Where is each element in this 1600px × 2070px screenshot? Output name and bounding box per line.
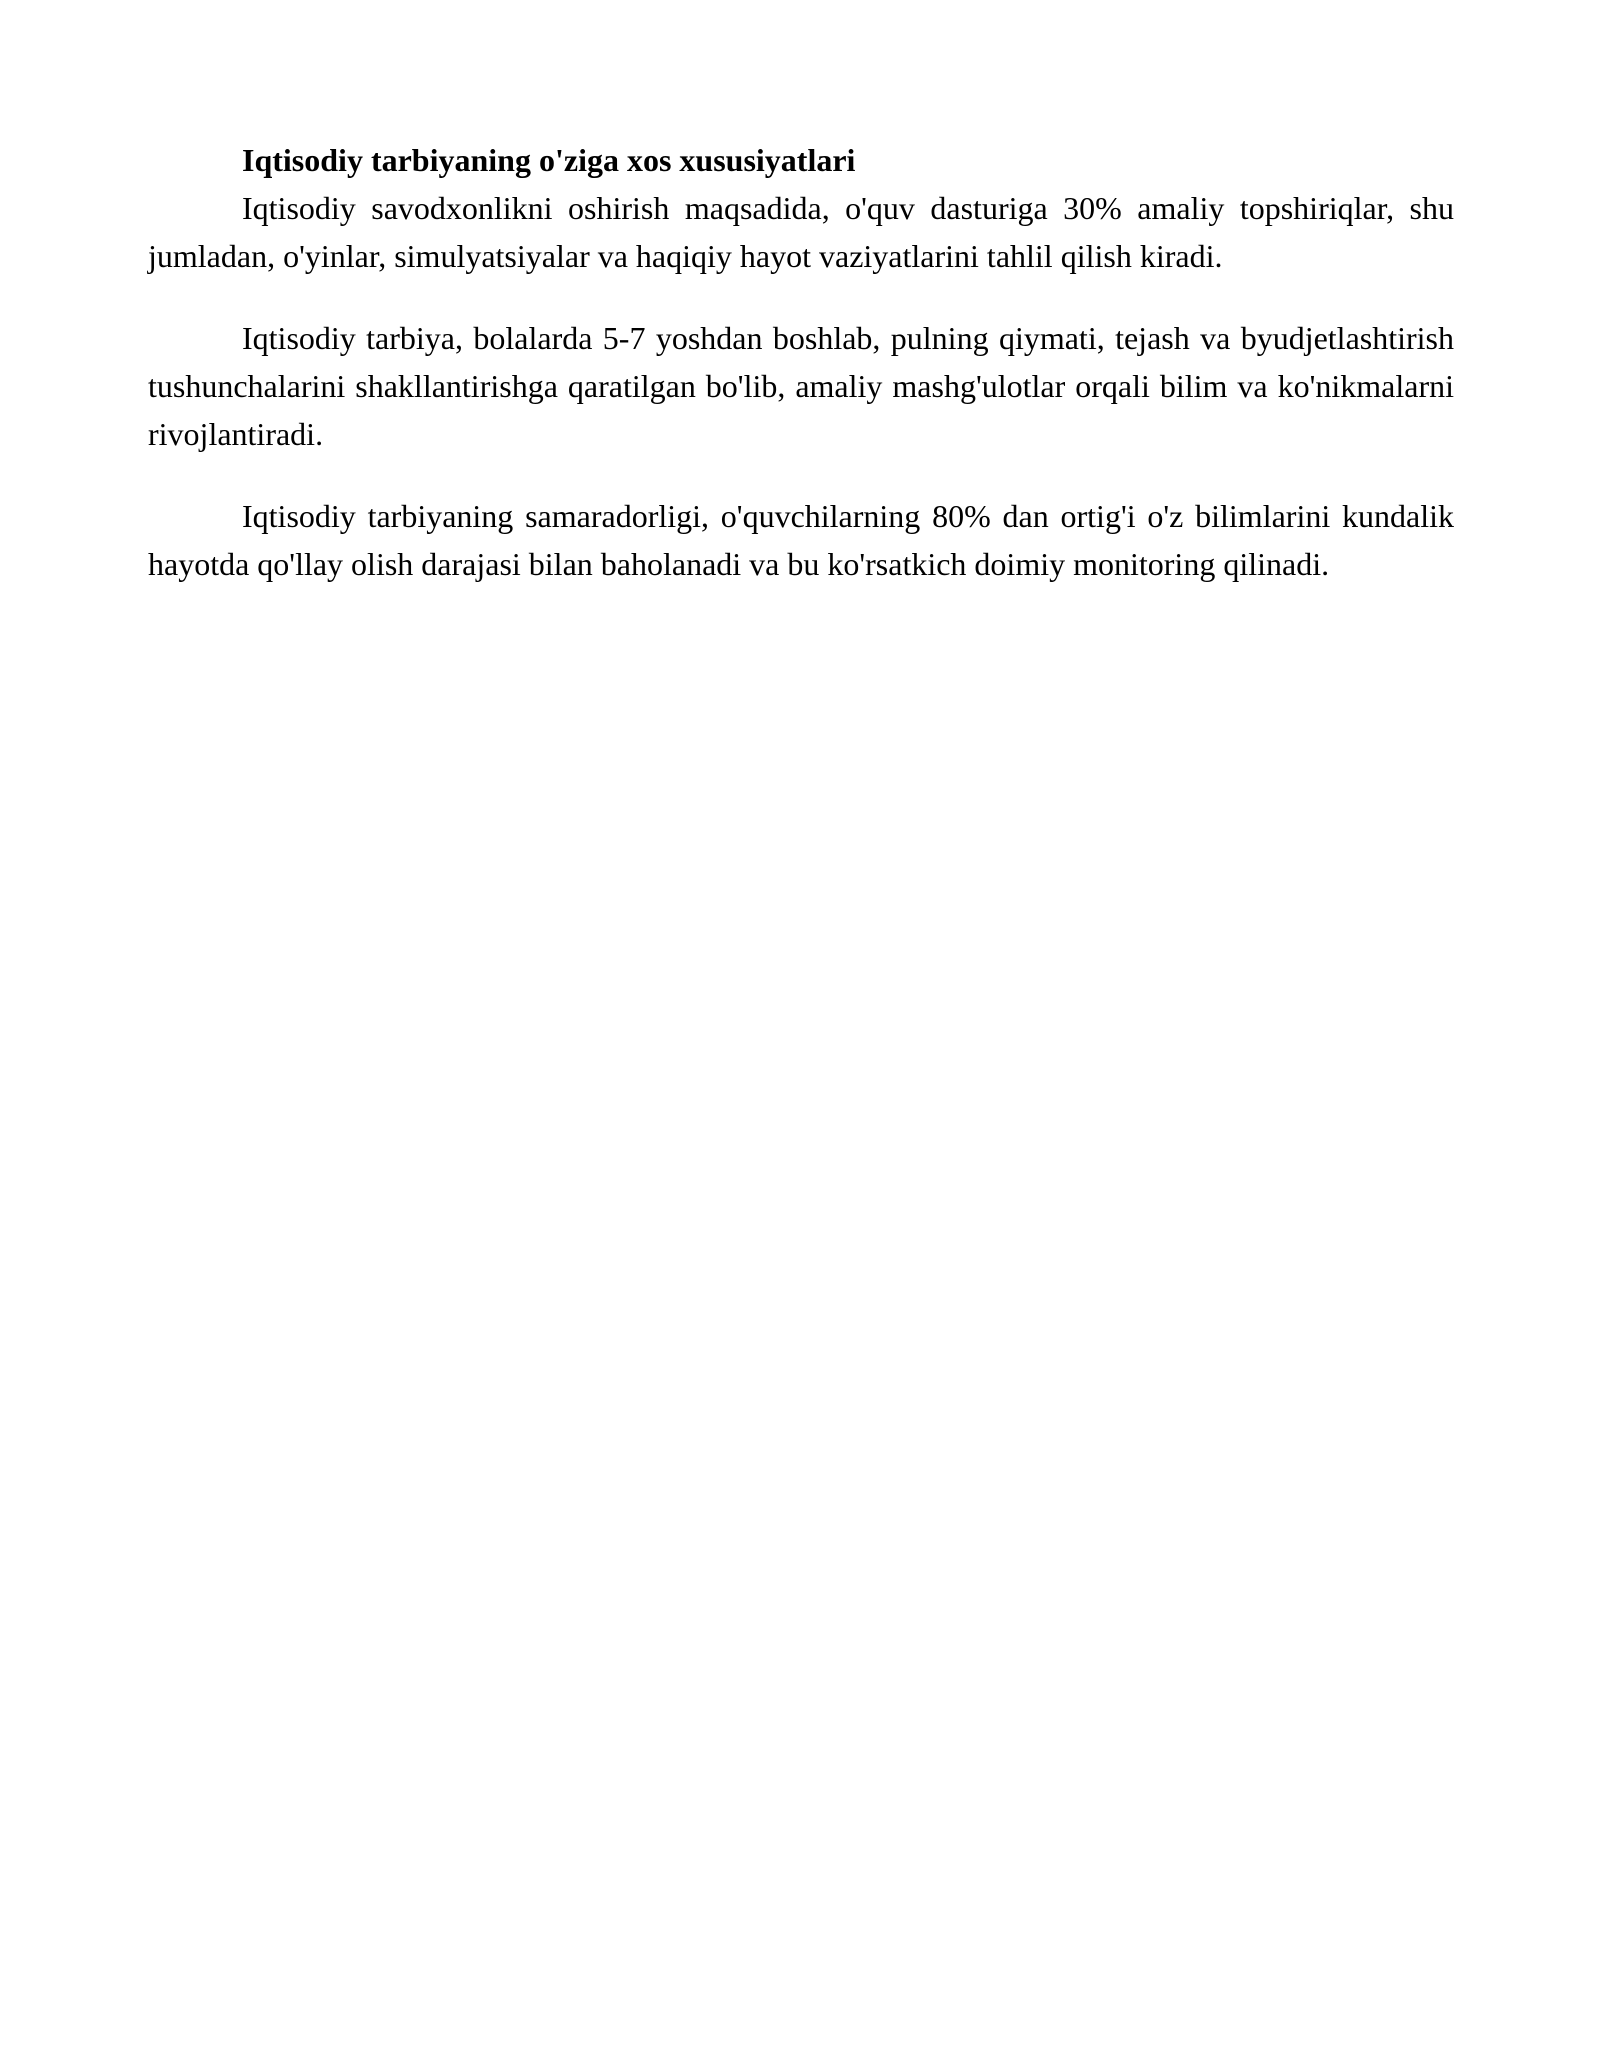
section-heading: Iqtisodiy tarbiyaning o'ziga xos xususiyatlari [242, 142, 856, 178]
document-body [148, 136, 1454, 622]
paragraph-1: Iqtisodiy savodxonlikni oshirish maqsadida, o'quv dasturiga 30% amaliy topshiriqlar, shu jumladan, o'yinlar, simulyatsiyalar va haqiqiy hayot vaziyatlarini tahlil qilish kiradi. [148, 190, 1454, 274]
paragraph-2: Iqtisodiy tarbiya, bolalarda 5-7 yoshdan boshlab, pulning qiymati, tejash va byudjetlashtirish tushunchalarini shakllantirishga qaratilgan bo'lib, amaliy mashg'ulotlar orqali bilim va ko'nikmalarni rivojlantiradi. [148, 320, 1454, 452]
paragraph-3: Iqtisodiy tarbiyaning samaradorligi, o'quvchilarning 80% dan ortig'i o'z bilimlarini kundalik hayotda qo'llay olish darajasi bilan baholanadi va bu ko'rsatkich doimiy monitoring qilinadi. [148, 498, 1454, 582]
